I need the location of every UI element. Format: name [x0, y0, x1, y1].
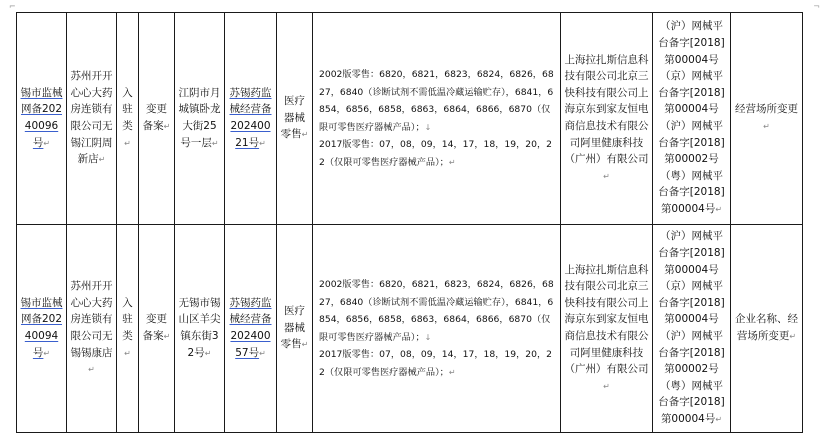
corner-mark: ¬ — [813, 2, 820, 11]
platforms-cell: 上海拉扎斯信息科技有限公司北京三快科技有限公司上海京东到家友恒电商信息技术有限公司阿里健康科技（广州）有限公司↵ — [561, 13, 653, 225]
table-row — [17, 225, 803, 433]
platform-record: （沪）网械平台备字[2018]第00004号 — [658, 20, 725, 66]
change-cell: 变更备案↵ — [139, 13, 175, 225]
license-number: 苏锡药监械经营备20240057号 — [229, 296, 272, 359]
change-cell: 变更备案↵ — [139, 225, 175, 433]
address: 无锡市锡山区羊尖镇东街32号 — [178, 296, 221, 359]
address-cell: 江阴市月城镇卧龙大街25号一层↵ — [175, 13, 225, 225]
platform-records-cell — [653, 225, 731, 433]
license-cell: 苏锡药监械经营备20240021号↵ — [225, 13, 277, 225]
kind: 入驻类 — [122, 296, 133, 342]
scope-2002: 2002版零售：6820，6821，6823，6824，6826，6827，6840（诊断试剂不需低温冷藏运输贮存），6841，6854，6856，6858，6863，6864，6866，6870（仅限可零售医疗器械产品）；↓ — [319, 279, 554, 343]
change-type: 变更备案 — [142, 313, 167, 342]
company-name: 苏州开开心心大药房连锁有限公司无锡锡康店 — [70, 280, 113, 359]
record-number: 锡市监械网备20240094号 — [20, 296, 63, 359]
record-number-cell: 锡市监械网备20240096号↵ — [17, 13, 67, 225]
platform-companies: 上海拉扎斯信息科技有限公司北京三快科技有限公司上海京东到家友恒电商信息技术有限公司阿里健康科技（广州）有限公司 — [564, 53, 649, 166]
table-row — [17, 13, 803, 225]
category: 医疗器械零售 — [280, 305, 305, 351]
filing-table — [16, 12, 803, 433]
record-number: 锡市监械网备20240096号 — [20, 86, 63, 149]
scope-2002: 2002版零售：6820，6821，6823，6824，6826，6827，6840（诊断试剂不需低温冷藏运输贮存），6841，6854，6856，6858，6863，6864，6866，6870（仅限可零售医疗器械产品）；↓ — [319, 69, 554, 133]
company-cell: 苏州开开心心大药房连锁有限公司无锡锡康店↵ — [67, 225, 117, 433]
kind-cell: 入驻类↵ — [117, 13, 139, 225]
scope-2017: 2017版零售：07，08，09，14，17，18，19，20，22（仅限可零售医疗器械产品）；↵ — [319, 349, 553, 378]
platform-record: （京）网械平台备字[2018]第00004号 — [658, 70, 725, 116]
address: 江阴市月城镇卧龙大街25号一层 — [178, 86, 221, 149]
license-cell: 苏锡药监械经营备20240057号↵ — [225, 225, 277, 433]
platform-record: （沪）网械平台备字[2018]第00004号 — [658, 230, 725, 276]
platforms-cell: 上海拉扎斯信息科技有限公司北京三快科技有限公司上海京东到家友恒电商信息技术有限公司阿里健康科技（广州）有限公司↵ — [561, 225, 653, 433]
platform-companies: 上海拉扎斯信息科技有限公司北京三快科技有限公司上海京东到家友恒电商信息技术有限公司阿里健康科技（广州）有限公司 — [564, 263, 649, 376]
note: 企业名称、经营场所变更 — [735, 313, 798, 342]
kind-cell: 入驻类↵ — [117, 225, 139, 433]
corner-mark: ⌐ — [9, 2, 16, 11]
note-cell: 经营场所变更↵ — [731, 13, 803, 225]
category: 医疗器械零售 — [280, 95, 305, 141]
note: 经营场所变更 — [735, 103, 798, 116]
platform-record: （粤）网械平台备字[2018]第00004号↵ — [658, 169, 725, 215]
scope-cell — [313, 13, 561, 225]
platform-record: （京）网械平台备字[2018]第00004号 — [658, 280, 725, 326]
company-name: 苏州开开心心大药房连锁有限公司无锡江阴周新店 — [70, 70, 113, 166]
company-cell: 苏州开开心心大药房连锁有限公司无锡江阴周新店↵ — [67, 13, 117, 225]
category-cell: 医疗器械零售↵ — [277, 225, 313, 433]
change-type: 变更备案 — [142, 103, 167, 132]
category-cell: 医疗器械零售↵ — [277, 13, 313, 225]
license-number: 苏锡药监械经营备20240021号 — [229, 86, 272, 149]
address-cell: 无锡市锡山区羊尖镇东街32号↵ — [175, 225, 225, 433]
record-number-cell: 锡市监械网备20240094号↵ — [17, 225, 67, 433]
note-cell: 企业名称、经营场所变更↵ — [731, 225, 803, 433]
platform-record: （沪）网械平台备字[2018]第00002号 — [658, 120, 725, 166]
platform-record: （沪）网械平台备字[2018]第00002号 — [658, 330, 725, 376]
scope-cell — [313, 225, 561, 433]
platform-record: （粤）网械平台备字[2018]第00004号↵ — [658, 379, 725, 425]
platform-records-cell — [653, 13, 731, 225]
scope-2017: 2017版零售：07，08，09，14，17，18，19，20，22（仅限可零售医疗器械产品）；↵ — [319, 139, 553, 168]
kind: 入驻类 — [122, 86, 133, 132]
